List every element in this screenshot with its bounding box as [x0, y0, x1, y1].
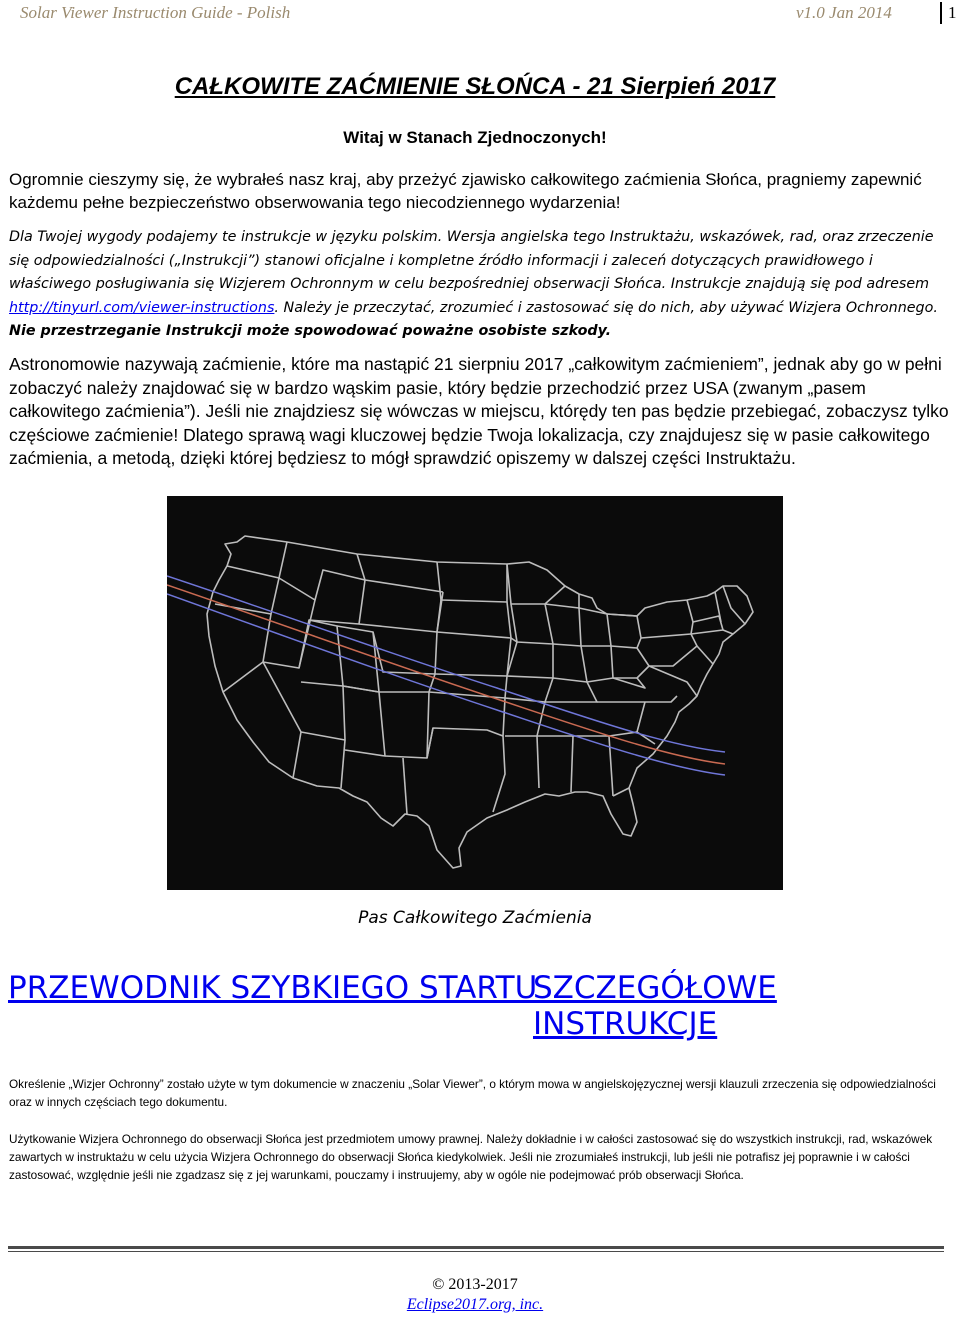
quick-start-link[interactable]: PRZEWODNIK SZYBKIEGO STARTU	[8, 970, 538, 1006]
usa-map-svg	[167, 496, 783, 890]
instructions-link[interactable]: http://tinyurl.com/viewer-instructions	[9, 299, 275, 316]
notice-text-a: Dla Twojej wygody podajemy te instrukcje w języku polskim. Wersja angielska tego Instruktażu, wskazówek, rad, oraz zrzeczenie się odpowiedzialności („Instrukcji”) stanowi oficjalne i kompletne źródło informacji i zaleceń dotyczących prawidłowego i właściwego posługiwania się Wizjerem Ochronnym w celu bezpośredniej obserwacji Słońca. Instrukcje znajdują się pod adresem	[9, 229, 934, 292]
notice-text-b: . Należy je przeczytać, zrozumieć i zastosować się do nich, aby używać Wizjera Ochronnego.	[274, 299, 938, 316]
legal-note: Użytkowanie Wizjera Ochronnego do obserwacji Słońca jest przedmiotem umowy prawnej. Należy dokładnie i w całości zastosować się do wszystkich instrukcji, rad, wskazówek zawartych w instruktażu w celu użycia Wizjera Ochronnego do obserwacji Słońca kiedykolwiek. Jeśli nie zrozumiałeś instrukcji, lub jeśli nie potrafisz jej poprawnie i w całości zastosować, względnie jeśli nie zgadzasz się z jej warunkami, pouczamy i instruujemy, aby w ogóle nie podejmować prób obserwacji Słońca.	[9, 1132, 933, 1182]
astronomy-text-b: Jeśli nie znajdziesz się wówczas w miejscu, którędy ten pas będzie przebiegać, zobaczysz tylko częściowe zaćmienie! Dlatego sprawą wagi kluczowej będzie Twoja lokalizacja, czy znajdujesz się w pasie całkowitego zaćmienia, a metodą, dzięki której będziesz to mógł sprawdzić opiszemy w dalszej części Instruktażu.	[9, 401, 949, 469]
intro-paragraph: Ogromnie cieszymy się, że wybrałeś nasz kraj, aby przeżyć zjawisko całkowitego zaćmienia Słońca, pragniemy zapewnić każdemu pełne bezpieczeństwo obserwowania tego niecodziennego wydarzenia!	[9, 170, 922, 212]
page-title: CAŁKOWITE ZAĆMIENIE SŁOŃCA - 21 Sierpień 2017	[174, 73, 776, 100]
detailed-instructions-link[interactable]: SZCZEGÓŁOWE INSTRUKCJE	[533, 970, 777, 1042]
footer-rule-thick	[8, 1246, 944, 1249]
definition-note: Określenie „Wizjer Ochronny” zostało użyte w tym dokumencie w znaczeniu „Solar Viewer”, o którym mowa w angielskojęzycznej wersji klauzuli zrzeczenia się odpowiedzialności oraz w innych częściach tego dokumentu.	[9, 1077, 936, 1109]
header-title: Solar Viewer Instruction Guide - Polish	[20, 3, 291, 22]
notice-warning: Nie przestrzeganie Instrukcji może spowodować poważne osobiste szkody.	[9, 323, 612, 339]
totality-north-limit	[167, 576, 725, 752]
header-divider	[940, 2, 942, 24]
footer-rule-thin	[8, 1251, 944, 1252]
site-link[interactable]: Eclipse2017.org, inc.	[406, 1296, 544, 1313]
eclipse-path-map	[167, 496, 783, 890]
map-caption: Pas Całkowitego Zaćmienia	[358, 908, 592, 928]
astronomy-paragraph	[9, 353, 951, 471]
state-borders	[207, 536, 753, 868]
page-number: 1	[948, 3, 957, 22]
header-version: v1.0 Jan 2014	[796, 3, 892, 22]
copyright-text: © 2013-2017	[432, 1276, 518, 1293]
astronomy-text-a: Astronomowie nazywają zaćmienie, które ma nastąpić 21 sierpniu 2017 „całkowitym zaćmieniem”, jednak aby go w pełni zobaczyć należy znajdować się w bardzo wąskim pasie, który będzie przechodzić przez USA (zwanym „pasem całkowitego zaćmienia”).	[9, 354, 942, 422]
notice-paragraph	[9, 226, 949, 344]
welcome-heading: Witaj w Stanach Zjednoczonych!	[343, 128, 607, 147]
